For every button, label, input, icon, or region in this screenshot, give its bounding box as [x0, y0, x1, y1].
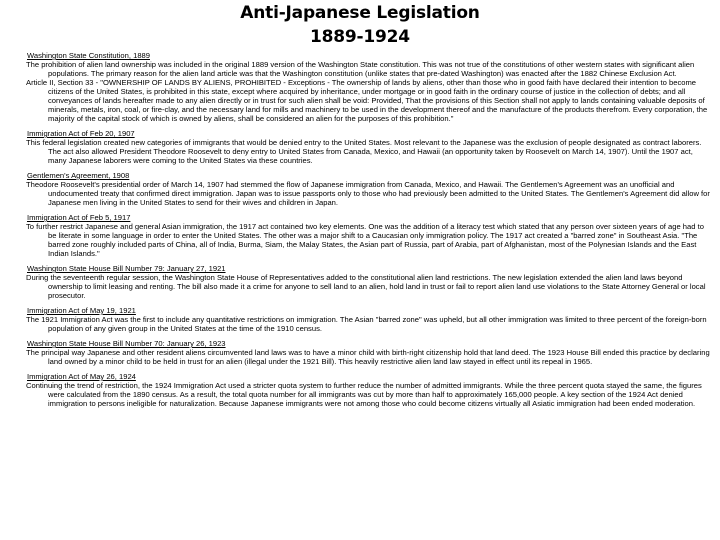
section-house-bill-79: [26, 264, 712, 300]
section-paragraph: The 1921 Immigration Act was the first to include any quantitative restrictions on immigration. The Asian "barred zone" was upheld, but all other immigration was limited to three percent of the foreign-born population of any given group in the United States at the time of the 1910 census.: [26, 315, 707, 333]
section-heading: Gentlemen's Agreement, 1908: [27, 171, 130, 180]
section-paragraph: The prohibition of alien land ownership was included in the original 1889 version of the Washington State constitution. This was not true of the constitutions of other western states with significant alien populations. The primary reason for the alien land article was that the Washington constitution (unlike states that pre-dated Washington) was enacted after the 1882 Chinese Exclusion Act.: [26, 60, 695, 78]
title-block: [0, 0, 720, 48]
page-subtitle-years: 1889-1924: [310, 27, 410, 47]
section-immigration-act-1921: [26, 306, 712, 333]
section-immigration-act-1924: [26, 372, 712, 408]
section-house-bill-70: [26, 339, 712, 366]
section-heading: Immigration Act of Feb 5, 1917: [27, 213, 131, 222]
section-heading: Immigration Act of May 26, 1924: [27, 372, 136, 381]
section-heading: Washington State House Bill Number 79: January 27, 1921: [27, 264, 226, 273]
section-immigration-act-1907: [26, 129, 712, 165]
section-washington-constitution: [26, 51, 712, 123]
section-paragraph: Theodore Roosevelt's presidential order of March 14, 1907 had stemmed the flow of Japanese immigration from Canada, Mexico, and Hawaii. The Gentlemen's Agreement was an unofficial and undocumented treaty that confirmed direct immigration. Japan was to issue passports only to those who had previously been admitted to the United States. The Gentlemen's Agreement did allow for Japanese men living in the United States to send for their wives and children in Japan.: [26, 180, 710, 207]
section-gentlemens-agreement: [26, 171, 712, 207]
section-heading: Immigration Act of Feb 20, 1907: [27, 129, 135, 138]
section-heading: Immigration Act of May 19, 1921: [27, 306, 136, 315]
section-paragraph: The principal way Japanese and other resident aliens circumvented land laws was to have a minor child with birth-right citizenship hold that land deed. The 1923 House Bill ended this practice by declaring land owned by a minor child to be held in trust for an alien (illegal under the 1921 Bill). This heavily restrictive alien land law stayed in effect until its repeal in 1965.: [26, 348, 710, 366]
section-paragraph: To further restrict Japanese and general Asian immigration, the 1917 act contained two key elements. One was the addition of a literacy test which stated that any person over sixteen years of age had to be literate in some language in order to enter the United States. The other was a major shift to a Caucasian only immigration policy. The 1917 act created a "barred zone" in Southeast Asia. "The barred zone roughly included parts of China, all of India, Burma, Siam, the Malay States, the Asian part of Russia, part of Arabia, part of Afghanistan, most of the Polynesian Islands and the East Indian Islands.": [26, 222, 704, 258]
section-paragraph: Article II, Section 33 - "OWNERSHIP OF LANDS BY ALIENS, PROHIBITED - Exceptions - The ownership of lands by aliens, other than those who in good faith have declared their intention to become citizens of the United States, is prohibited in this state, except where acquired by inheritance, under mortgage or in good faith in the ordinary course of justice in the collection of debts; and all conveyances of lands hereafter made to any alien directly or in trust for such alien shall be void: Provided, That the provisions of this Section shall not apply to lands containing valuable deposits of minerals, metals, iron, coal, or fire-clay, and the necessary land for mills and machinery to be used in the development thereof and the manufacture of the products therefrom. Every corporation, the majority of the capital stock of which is owned by aliens, shall be considered an alien for the purposes of this prohibition.": [26, 78, 708, 123]
section-paragraph: During the seventeenth regular session, the Washington State House of Representatives added to the constitutional alien land restrictions. The new legislation extended the alien land laws beyond ownership to limit leasing and renting. The bill also made it a crime for anyone to sell land to an alien, hold land in trust or fail to report alien land use violations to the State Attorney General or local prosecutor.: [26, 273, 706, 300]
page-title: Anti-Japanese Legislation: [240, 3, 480, 23]
section-heading: Washington State Constitution, 1889: [27, 51, 150, 60]
section-heading: Washington State House Bill Number 70: January 26, 1923: [27, 339, 226, 348]
section-immigration-act-1917: [26, 213, 712, 258]
section-paragraph: This federal legislation created new categories of immigrants that would be denied entry to the United States. Most relevant to the Japanese was the exclusion of people designated as contract laborers. The act also allowed President Theodore Roosevelt to deny entry to United States from Canada, Mexico, and Hawaii (an opportunity taken by Roosevelt on March 14, 1907). Until the 1907 act, many Japanese laborers were coming to the United States via these countries.: [26, 138, 702, 165]
section-paragraph: Continuing the trend of restriction, the 1924 Immigration Act used a stricter quota system to further reduce the number of admitted immigrants. While the three percent quota stayed the same, the figures were calculated from the 1890 census. As a result, the total quota number for all immigrants was cut by more than half to approximately 165,000 people. A key section of the 1924 Act denied immigration to persons ineligible for naturalization. Because Japanese immigrants were not among those who could become citizens virtually all Asiatic immigration had been ended moderation.: [26, 381, 702, 408]
